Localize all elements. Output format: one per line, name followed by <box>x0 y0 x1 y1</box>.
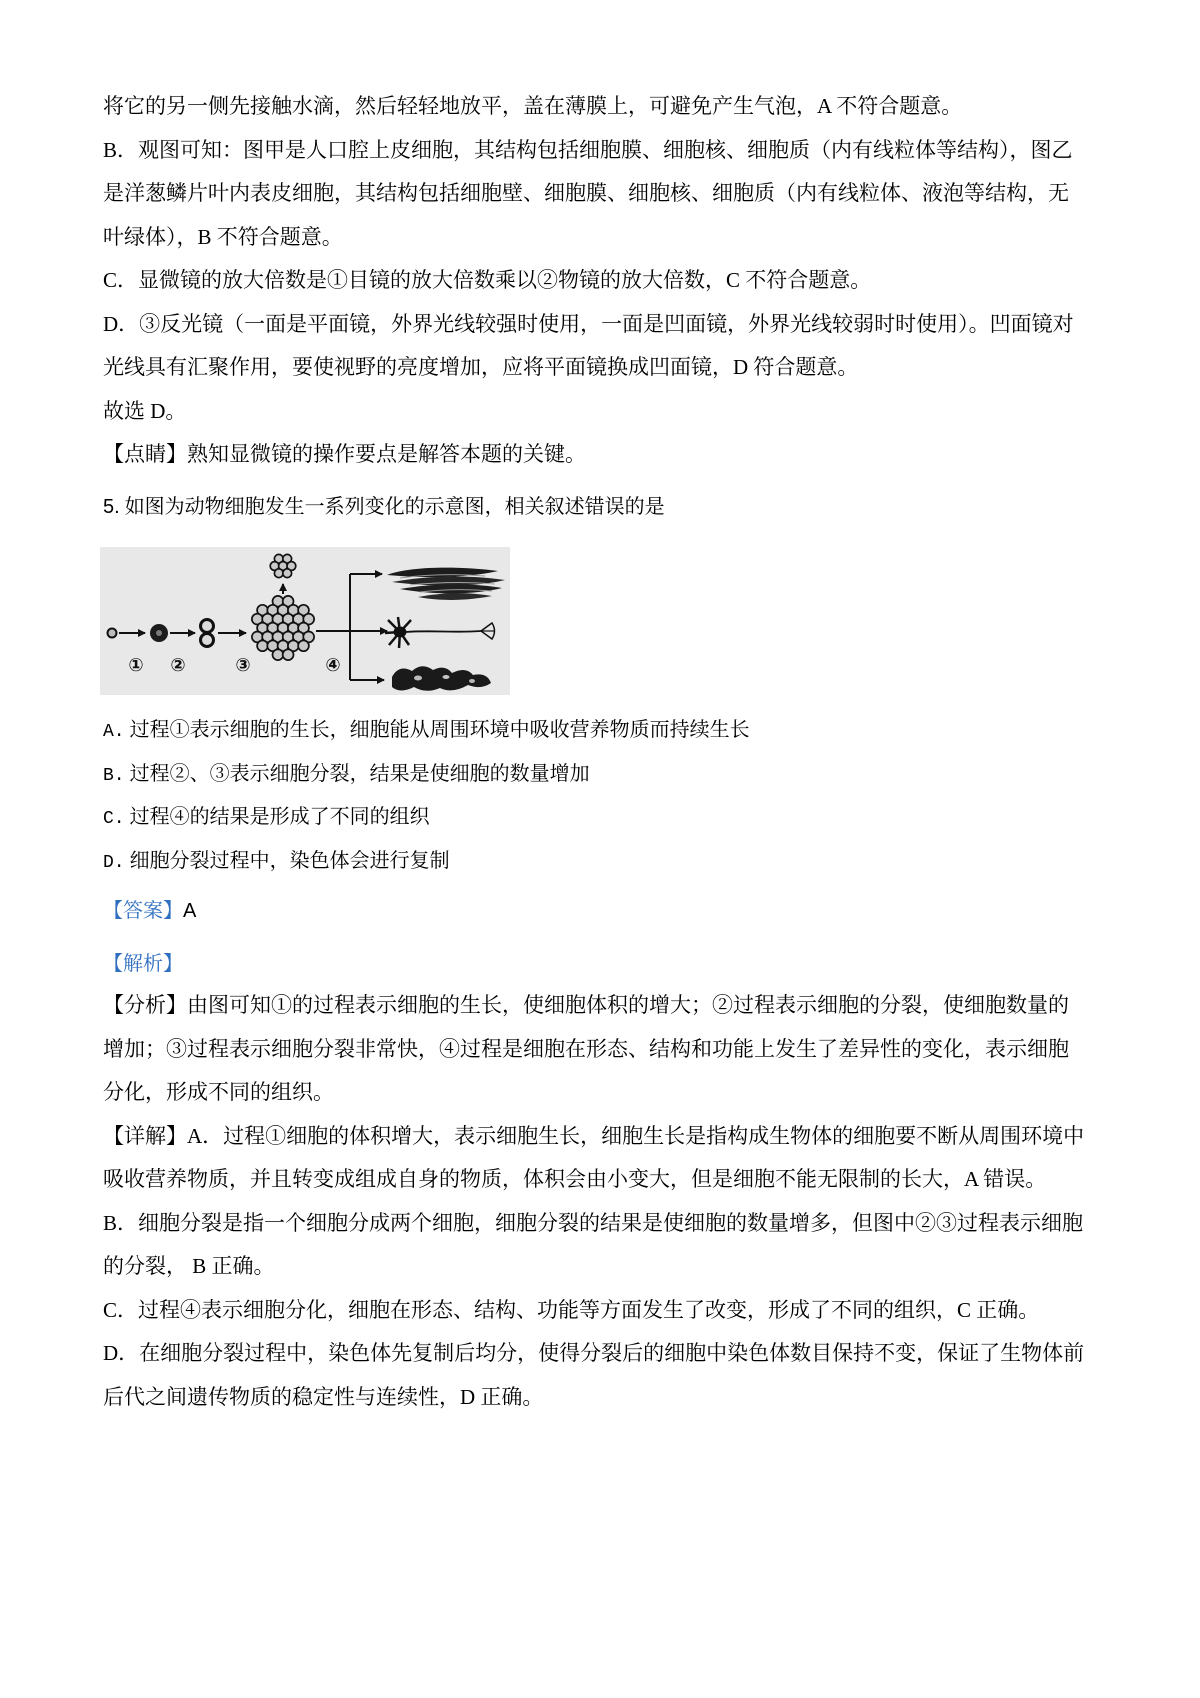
question-5 <box>103 486 1103 1420</box>
option-letter: A. <box>103 722 125 742</box>
option-d <box>103 840 1103 884</box>
analysis-heading <box>103 943 1103 987</box>
option-c <box>103 796 1103 840</box>
question-stem <box>103 486 1103 530</box>
analysis-line: 吸收营养物质，并且转变成组成自身的物质，体积会由小变大，但是细胞不能无限制的长大，A 错误。 <box>103 1167 1047 1191</box>
options-list <box>103 709 1103 883</box>
analysis-line: C．过程④表示细胞分化，细胞在形态、结构、功能等方面发生了改变，形成了不同的组织，C 正确。 <box>103 1297 1040 1322</box>
option-text: 过程①表示细胞的生长，细胞能从周围环境中吸收营养物质而持续生长 <box>129 719 750 741</box>
question-text: 如图为动物细胞发生一系列变化的示意图，相关叙述错误的是 <box>124 495 665 518</box>
answer-line <box>103 890 1103 934</box>
option-text: 过程②、③表示细胞分裂，结果是使细胞的数量增加 <box>129 762 590 785</box>
option-a <box>103 709 1103 753</box>
cell <box>283 649 294 660</box>
analysis-line: D．在细胞分裂过程中，染色体先复制后均分，使得分裂后的细胞中染色体数目保持不变，保证了生物体前 <box>103 1341 1085 1365</box>
explanation-line: B．观图可知：图甲是人口腔上皮细胞，其结构包括细胞膜、细胞核、细胞质（内有线粒体等结构），图乙 <box>103 137 1073 162</box>
answer-tag: 【答案】 <box>103 900 183 922</box>
single-cell <box>108 629 117 638</box>
analysis-line: 分化，形成不同的组织。 <box>103 1080 334 1104</box>
step-label-1: ① <box>128 655 144 676</box>
analysis-line: 的分裂， B 正确。 <box>103 1254 275 1278</box>
option-letter: C. <box>103 809 125 829</box>
option-text: 细胞分裂过程中，染色体会进行复制 <box>129 849 450 872</box>
cell <box>273 649 284 660</box>
previous-explanation <box>103 85 1103 477</box>
explanation-line: 【点睛】熟知显微镜的操作要点是解答本题的关键。 <box>103 442 586 466</box>
question-number: 5. <box>103 495 120 518</box>
cell <box>283 569 292 578</box>
analysis-line: 后代之间遗传物质的稳定性与连续性，D 正确。 <box>103 1384 544 1409</box>
step-label-4: ④ <box>325 655 341 676</box>
option-text: 过程④的结果是形成了不同的组织 <box>129 806 430 828</box>
option-letter: B. <box>103 765 125 786</box>
explanation-line: 光线具有汇聚作用，要使视野的亮度增加，应将平面镜换成凹面镜，D 符合题意。 <box>103 355 859 379</box>
cell-cluster <box>252 596 314 660</box>
cell-change-diagram <box>100 547 510 695</box>
analysis-body <box>103 984 1103 1419</box>
step-label-2: ② <box>170 655 186 676</box>
cell <box>298 640 309 651</box>
explanation-line: C．显微镜的放大倍数是①目镜的放大倍数乘以②物镜的放大倍数，C 不符合题意。 <box>103 268 872 292</box>
option-b <box>103 753 1103 797</box>
analysis-line: 增加；③过程表示细胞分裂非常快，④过程是细胞在形态、结构和功能上发生了差异性的变化，表示细胞 <box>103 1036 1069 1061</box>
analysis-tag: 【解析】 <box>103 952 183 975</box>
document-page <box>103 85 1103 1419</box>
cell <box>257 640 268 651</box>
explanation-line: 将它的另一侧先接触水滴，然后轻轻地放平，盖在薄膜上，可避免产生气泡，A 不符合题意。 <box>103 94 963 118</box>
option-letter: D. <box>103 852 125 873</box>
analysis-line: B．细胞分裂是指一个细胞分成两个细胞，细胞分裂的结果是使细胞的数量增多，但图中②③过程表示细胞 <box>103 1210 1084 1235</box>
explanation-line: 叶绿体），B 不符合题意。 <box>103 224 343 249</box>
analysis-line: 【分析】由图可知①的过程表示细胞的生长，使细胞体积的增大；②过程表示细胞的分裂，使细胞数量的 <box>103 993 1069 1017</box>
answer-value: A <box>183 900 197 922</box>
explanation-line: 是洋葱鳞片叶内表皮细胞，其结构包括细胞壁、细胞膜、细胞核、细胞质（内有线粒体、液泡等结构，无 <box>103 181 1069 205</box>
step-label-3: ③ <box>235 655 251 676</box>
explanation-line: 故选 D。 <box>103 398 187 423</box>
analysis-line: 【详解】A．过程①细胞的体积增大，表示细胞生长，细胞生长是指构成生物体的细胞要不断从周围环境中 <box>103 1123 1085 1148</box>
explanation-line: D．③反光镜（一面是平面镜，外界光线较强时使用，一面是凹面镜，外界光线较弱时时使用）。凹面镜对 <box>103 311 1074 336</box>
small-cell-cluster <box>270 554 296 577</box>
cell <box>274 569 283 578</box>
grown-cell <box>150 624 168 642</box>
